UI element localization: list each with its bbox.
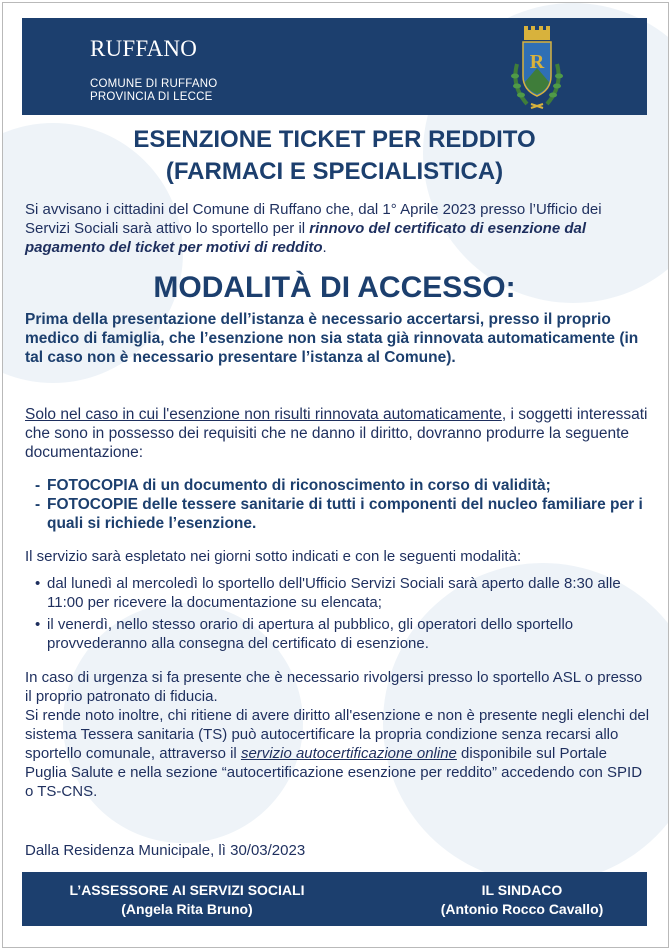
dash-marker: - [35, 496, 41, 513]
online-service-link: servizio autocertificazione online [240, 745, 457, 762]
date-line: Dalla Residenza Municipale, lì 30/03/2023 [25, 842, 306, 859]
list-item [35, 495, 650, 533]
schedule-list [35, 574, 647, 656]
signature-banner [22, 872, 647, 926]
municipality-info [90, 78, 217, 104]
notice-end: disponibile sul Portale Puglia Salute e nella sezione “autocertificazione esenzione per reddito” accedendo con SPID o TS-CNS. [25, 745, 643, 800]
access-title: MODALITÀ DI ACCESSO: [153, 271, 516, 304]
intro-end: . [322, 239, 327, 256]
documentation-text: , i soggetti interessati che sono in possesso dei requisiti che ne danno il diritto, dovranno produrre la seguente documentazione: [25, 406, 648, 461]
bullet-marker: • [35, 616, 41, 633]
intro-text: Si avvisano i cittadini del Comune di Ruffano che, dal 1° Aprile 2023 presso l’Ufficio dei Servizi Sociali sarà attivo lo sportello per il [25, 201, 602, 237]
documentation-paragraph [25, 405, 650, 462]
intro-emphasis: rinnovo del certificato di esenzione dal pagamento del ticket per motivi di reddito [25, 220, 587, 256]
notice-title [22, 124, 647, 188]
assessor-name: (Angela Rita Bruno) [121, 901, 253, 917]
assessor-role: L’ASSESSORE AI SERVIZI SOCIALI [69, 882, 305, 898]
comune-label: COMUNE DI RUFFANO [90, 78, 218, 90]
prerequisite-paragraph: Prima della presentazione dell’istanza è necessario accertarsi, presso il proprio medico di famiglia, che l’esenzione non sia stata già rinnovata automaticamente (in tal caso non è necessario presentare l’istanza al Comune). [25, 311, 639, 366]
list-item [35, 615, 647, 653]
header-banner [22, 18, 647, 115]
mayor-signature [412, 881, 632, 919]
provincia-label: PROVINCIA DI LECCE [90, 91, 213, 103]
crest-letter: R [529, 51, 545, 73]
urgency-paragraph [25, 668, 650, 801]
coat-of-arms-icon [509, 24, 565, 110]
list-item [35, 476, 650, 495]
notice-start: Si rende noto inoltre, chi ritiene di avere diritto all'esenzione e non è presente negli elenchi del sistema Tessera sanitaria (TS) può autocertificare la propria condizione senza recarsi allo sportello comunale, attraverso il [25, 707, 650, 762]
list-item-text: il venerdì, nello stesso orario di apertura al pubblico, gli operatori dello sportello provvederanno alla consegna del certificato di esenzione. [47, 616, 574, 652]
town-name: RUFFANO [90, 36, 198, 61]
dash-marker: - [35, 477, 41, 494]
assessor-signature [22, 881, 352, 919]
underlined-condition: Solo nel caso in cui l'esenzione non risulti rinnovata automaticamente [25, 406, 502, 423]
documents-list [35, 476, 650, 533]
service-days-paragraph: Il servizio sarà espletato nei giorni sotto indicati e con le seguenti modalità: [25, 548, 522, 565]
list-item [35, 574, 647, 612]
list-item-text: FOTOCOPIE delle tessere sanitarie di tutti i componenti del nucleo familiare per i quali si richiede l’esenzione. [47, 496, 643, 532]
mayor-name: (Antonio Rocco Cavallo) [440, 901, 604, 917]
title-line1: ESENZIONE TICKET PER REDDITO [133, 126, 536, 153]
intro-paragraph [25, 200, 650, 257]
title-line2: (FARMACI E SPECIALISTICA) [165, 158, 504, 185]
self-certification-text [25, 706, 650, 801]
bullet-marker: • [35, 575, 41, 592]
list-item-text: FOTOCOPIA di un documento di riconoscimento in corso di validità; [47, 477, 551, 494]
mayor-role: IL SINDACO [481, 882, 563, 898]
list-item-text: dal lunedì al mercoledì lo sportello dell'Ufficio Servizi Sociali sarà aperto dalle 8:30 alle 11:00 per ricevere la documentazione su elencata; [47, 575, 621, 611]
urgency-text: In caso di urgenza si fa presente che è necessario rivolgersi presso lo sportello ASL o presso il proprio patronato di fiducia. [25, 669, 643, 705]
